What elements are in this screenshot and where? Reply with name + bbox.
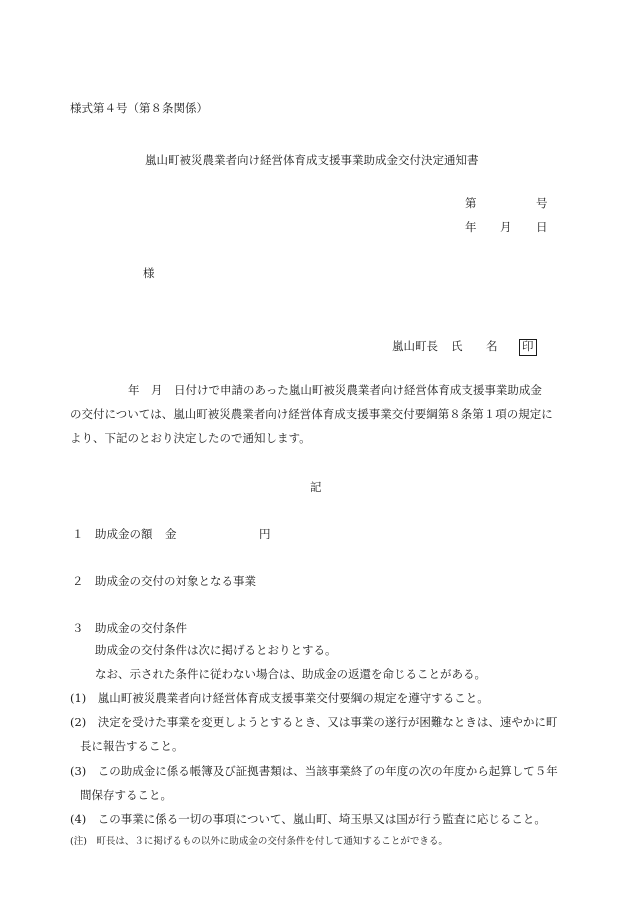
doc-number-prefix: 第 xyxy=(465,196,477,210)
item2-label: 助成金の交付の対象となる事業 xyxy=(95,574,256,588)
sender-name-label-2: 名 xyxy=(486,339,498,353)
date-month: 月 xyxy=(500,220,512,234)
item2-number: ２ xyxy=(72,574,84,588)
body-line-1: 年 月 日付けで申請のあった嵐山町被災農業者向け経営体育成支援事業助成金 xyxy=(128,383,542,397)
item1-kin: 金 xyxy=(165,527,177,541)
condition-2-line-2: 長に報告すること。 xyxy=(80,739,184,753)
ki-heading: 記 xyxy=(310,480,322,494)
body-line-2: の交付については、嵐山町被災農業者向け経営体育成支援事業交付要綱第８条第１項の規定に xyxy=(70,407,553,421)
condition-3-line-2: 間保存すること。 xyxy=(80,788,172,802)
form-label: 様式第４号（第８条関係） xyxy=(70,101,208,115)
date-year: 年 xyxy=(465,220,477,234)
condition-4: (4) この事業に係る一切の事項について、嵐山町、埼玉県又は国が行う監査に応じること。 xyxy=(70,812,546,826)
item3-intro-1: 助成金の交付条件は次に掲げるとおりとする。 xyxy=(95,643,337,657)
item3-number: ３ xyxy=(72,621,84,635)
item3-label: 助成金の交付条件 xyxy=(95,621,187,635)
seal-mark: 印 xyxy=(519,339,537,356)
addressee-suffix: 様 xyxy=(143,266,155,280)
item1-number: １ xyxy=(72,527,84,541)
item1-yen: 円 xyxy=(259,527,271,541)
condition-2-line-1: (2) 決定を受けた事業を変更しようとするとき、又は事業の遂行が困難なときは、速やかに町 xyxy=(70,715,558,729)
date-day: 日 xyxy=(536,220,548,234)
footnote: (注) 町長は、３に掲げるもの以外に助成金の交付条件を付して通知することができる。 xyxy=(70,836,448,847)
condition-1: (1) 嵐山町被災農業者向け経営体育成支援事業交付要綱の規定を遵守すること。 xyxy=(70,691,489,705)
document-title: 嵐山町被災農業者向け経営体育成支援事業助成金交付決定通知書 xyxy=(145,153,479,167)
body-line-3: より、下記のとおり決定したので通知します。 xyxy=(70,431,311,445)
condition-3-line-1: (3) この助成金に係る帳簿及び証拠書類は、当該事業終了の年度の次の年度から起算して５年 xyxy=(70,764,558,778)
doc-number-suffix: 号 xyxy=(536,196,548,210)
item3-intro-2: なお、示された条件に従わない場合は、助成金の返還を命じることがある。 xyxy=(95,667,486,681)
sender-title: 嵐山町長 xyxy=(392,339,438,353)
item1-label: 助成金の額 xyxy=(95,527,153,541)
sender-name-label-1: 氏 xyxy=(451,339,463,353)
